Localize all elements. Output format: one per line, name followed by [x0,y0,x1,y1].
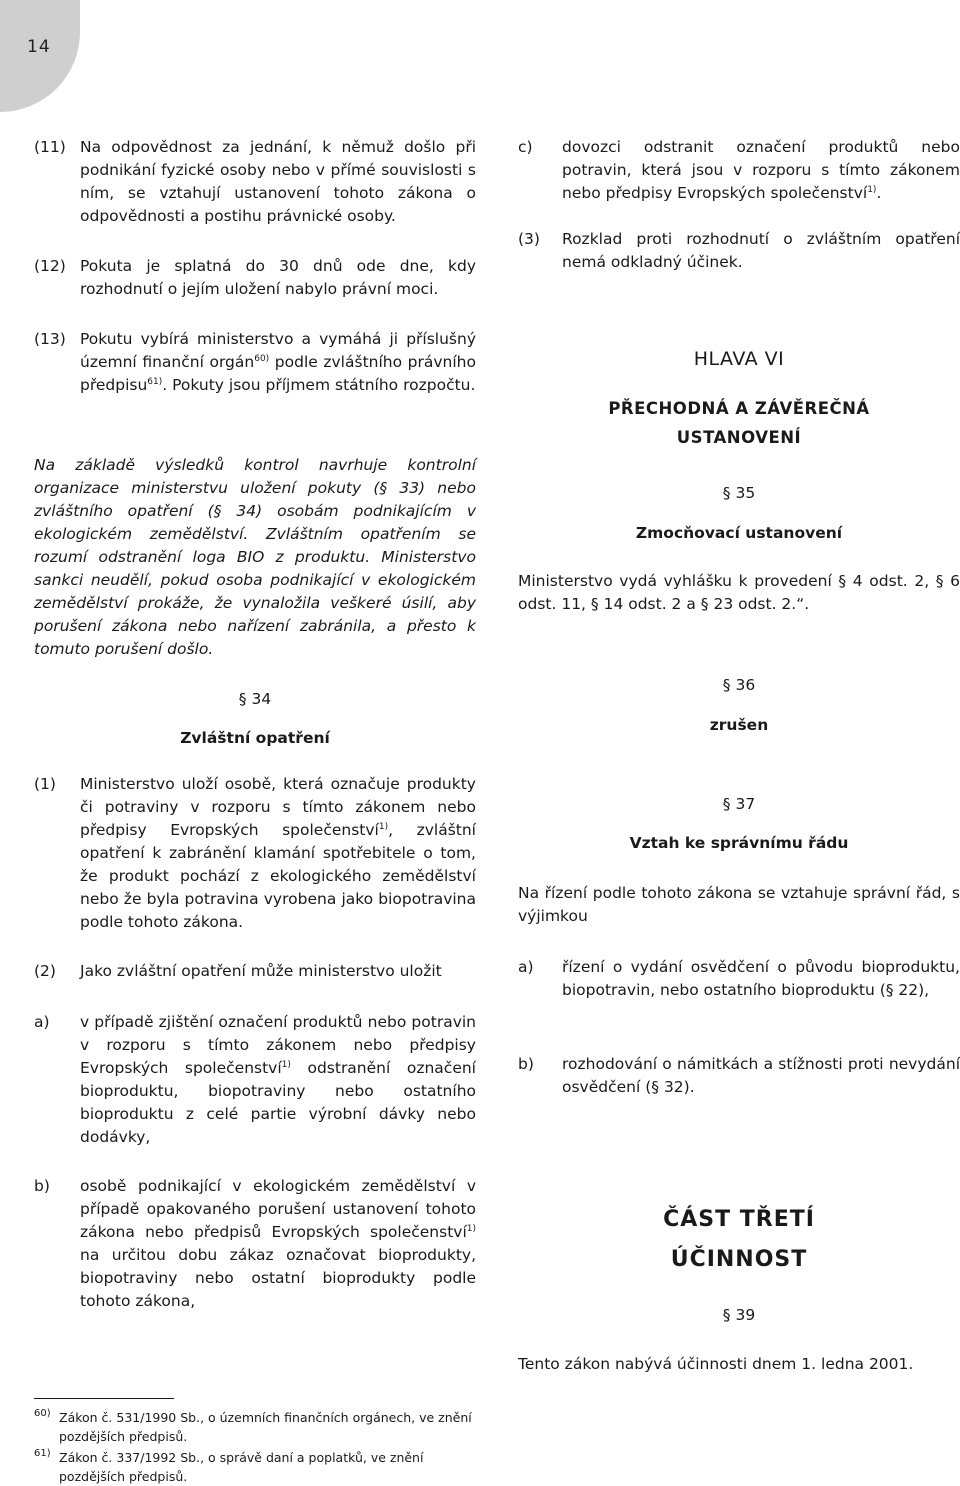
text-part: Ministerstvo uloží osobě, která označuje produkty či potraviny v rozporu s tímto zákonem nebo předpisy Evropských společenství [80,775,476,839]
text-part: . Pokuty jsou příjmem státního rozpočtu. [162,376,476,394]
section-37-title: Vztah ke správnímu řádu [629,834,849,852]
page-number: 14 [27,37,51,57]
section-36-title: zrušen [709,716,769,734]
footnote-ref: 61) [147,377,163,387]
italic-note: Na základě výsledků kontrol navrhuje kontrolní organizace ministerstvu uložení pokuty (§ 33) nebo zvláštního opatření (§ 34) osobám podnikajícím v ekologickém zemědělství. Zvláštním opatřením se rozumí odstranění loga BIO z produktu. Ministerstvo sankci neudělí, pokud osoba podnikající v ekologickém zemědělství prokáže, že vynaložila veškeré úsilí, aby porušení zákona nebo nařízení zabránila, a přesto k tomuto porušení došlo. [34,456,476,658]
section-39-sign: § 39 [722,1306,756,1324]
section-34-item-a [34,1011,476,1149]
footnote-number: 61) [34,1448,51,1459]
footnote-ref: 60) [254,354,270,364]
section-37-sign: § 37 [722,795,756,813]
text-part: odstranění označení bioproduktu, biopotraviny nebo ostatního bioproduktu z celé partie výrobní dávky nebo dodávky, [80,1059,476,1146]
paragraph-text: Jako zvláštní opatření může ministerstvo uložit [80,962,442,980]
section-39-text: Tento zákon nabývá účinnosti dnem 1. ledna 2001. [518,1355,914,1373]
footnote-60 [34,1408,476,1446]
paragraph-3 [518,228,960,274]
paragraph-number: (1) [34,775,56,793]
section-37-item-b [518,1053,960,1099]
section-34-paragraph-1 [34,773,476,934]
footnote-ref: 1) [466,1224,476,1234]
section-37-text: Na řízení podle tohoto zákona se vztahuje správní řád, s výjimkou [518,884,960,925]
section-36-sign: § 36 [722,676,756,694]
item-c [518,136,960,205]
page-number-tab [0,0,80,112]
paragraph-13 [34,328,476,397]
part-title: ÚČINNOST [670,1247,808,1272]
text-part: . [876,184,882,202]
footnote-ref: 1) [378,822,389,832]
item-letter: a) [34,1013,50,1031]
footnote-text: Zákon č. 531/1990 Sb., o územních finančních orgánech, ve znění pozdějších předpisů. [59,1410,472,1444]
section-35-title: Zmocňovací ustanovení [635,524,843,542]
item-text [80,1011,476,1149]
text-part: osobě podnikající v ekologickém zemědělství v případě opakovaného porušení ustanovení tohoto zákona nebo předpisů Evropských společenství [80,1177,476,1241]
section-34-item-b [34,1175,476,1313]
footnote-number: 60) [34,1408,51,1419]
section-35-text: Ministerstvo vydá vyhlášku k provedení § 4 odst. 2, § 6 odst. 11, § 14 odst. 2 a § 23 odst. 2.“. [518,572,960,613]
paragraph-number: (12) [34,257,66,275]
item-text: řízení o vydání osvědčení o původu bioproduktu, biopotravin, nebo ostatního bioproduktu (§ 22), [562,958,960,999]
paragraph-text: Rozklad proti rozhodnutí o zvláštním opatření nemá odkladný účinek. [562,230,960,271]
section-34-title: Zvláštní opatření [180,729,330,747]
item-letter: c) [518,138,533,156]
item-text [80,1175,476,1313]
hlava-title-line-2: USTANOVENÍ [676,428,802,447]
section-37-item-a [518,956,960,1002]
item-letter: b) [518,1055,534,1073]
text-part: v případě zjištění označení produktů nebo potravin v rozporu s tímto zákonem nebo předpisy Evropských společenství [80,1013,476,1077]
paragraph-12 [34,255,476,301]
hlava-title-line-1: PŘECHODNÁ A ZÁVĚREČNÁ [608,399,870,418]
text-part: Pokutu vybírá ministerstvo a vymáhá ji příslušný územní finanční orgán [80,330,476,371]
item-text [562,136,960,205]
item-text: rozhodování o námitkách a stížnosti proti nevydání osvědčení (§ 32). [562,1055,960,1096]
paragraph-text: Pokuta je splatná do 30 dnů ode dne, kdy rozhodnutí o jejím uložení nabylo právní moci. [80,257,476,298]
paragraph-text: Na odpovědnost za jednání, k němuž došlo při podnikání fyzické osoby nebo v přímé souvislosti s ním, se vztahují ustanovení tohoto zákona o odpovědnosti a postihu právnické osoby. [80,138,476,225]
text-part: , zvláštní opatření k zabránění klamání spotřebitele o tom, že produkt pochází z ekologického zemědělství nebo že byla potravina vyrobena jako biopotravina podle tohoto zákona. [80,821,476,931]
text-part: podle zvláštního právního předpisu [80,353,476,394]
footnote-61 [34,1448,476,1486]
paragraph-text [80,328,476,397]
paragraph-number: (2) [34,962,56,980]
text-part: na určitou dobu zákaz označovat bioprodukty, biopotraviny nebo ostatní bioprodukty podle tohoto zákona, [80,1246,476,1310]
part-heading: ČÁST TŘETÍ [663,1207,815,1232]
footnote-divider [34,1398,174,1399]
footnote-ref: 1) [281,1060,291,1070]
item-letter: b) [34,1177,50,1195]
paragraph-number: (3) [518,230,540,248]
text-part: dovozci odstranit označení produktů nebo potravin, která jsou v rozporu s tímto zákonem nebo předpisy Evropských společenství [562,138,960,202]
item-letter: a) [518,958,534,976]
footnote-text: Zákon č. 337/1992 Sb., o správě daní a poplatků, ve znění pozdějších předpisů. [59,1450,424,1484]
paragraph-11 [34,136,476,228]
section-34-sign: § 34 [238,690,272,708]
section-34-paragraph-2 [34,960,476,983]
paragraph-number: (13) [34,330,66,348]
section-35-sign: § 35 [722,484,756,502]
footnote-ref: 1) [867,185,877,195]
paragraph-text [80,773,476,934]
hlava-heading: HLAVA VI [693,348,785,370]
paragraph-number: (11) [34,138,66,156]
